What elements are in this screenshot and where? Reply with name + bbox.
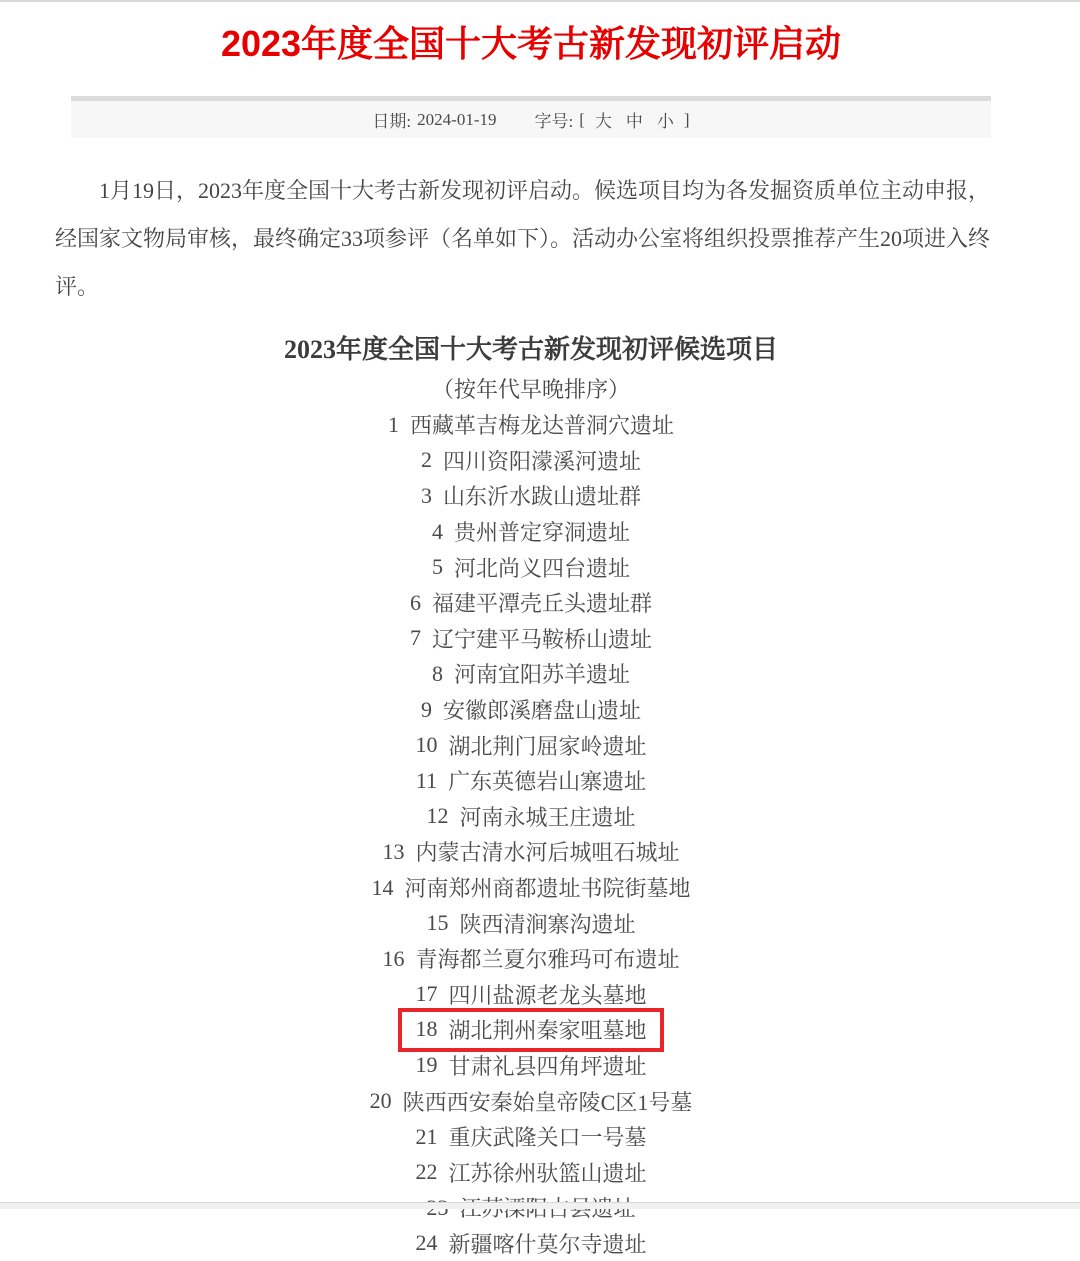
bracket-close: ] xyxy=(683,109,690,129)
item-name: 四川资阳濛溪河遗址 xyxy=(442,448,641,474)
item-name: 湖北荆州秦家咀墓地 xyxy=(448,1017,647,1043)
fontsize-large-link[interactable]: 大 xyxy=(594,112,612,131)
item-name: 福建平潭壳丘头遗址群 xyxy=(431,591,652,617)
item-number: 9 xyxy=(420,696,432,722)
list-item xyxy=(0,514,1062,550)
item-name: 江苏徐州驮篮山遗址 xyxy=(448,1160,647,1186)
meta-bar xyxy=(71,96,991,138)
list-subheading: （按年代早晚排序） xyxy=(431,377,630,402)
date-value: 2024-01-19 xyxy=(417,109,497,129)
item-number: 24 xyxy=(415,1230,438,1256)
list-item xyxy=(0,443,1062,479)
list-item xyxy=(0,870,1062,906)
date-group xyxy=(372,107,496,132)
article-page xyxy=(0,22,1062,1261)
date-label: 日期: xyxy=(372,112,412,131)
item-number: 13 xyxy=(382,838,405,864)
page-title: 2023年度全国十大考古新发现初评启动 xyxy=(220,23,842,64)
list-item xyxy=(0,478,1062,514)
item-name: 重庆武隆关口一号墓 xyxy=(448,1125,647,1151)
list-item xyxy=(0,1154,1062,1190)
item-name: 河南宜阳苏羊遗址 xyxy=(453,662,630,688)
item-number: 4 xyxy=(431,518,443,544)
list-item xyxy=(0,407,1062,443)
item-name: 广东英德岩山寨遗址 xyxy=(448,769,647,795)
list-item xyxy=(0,905,1062,941)
top-divider xyxy=(0,0,1080,2)
item-name: 内蒙古清水河后城咀石城址 xyxy=(415,840,680,866)
item-name: 四川盐源老龙头墓地 xyxy=(448,982,647,1008)
item-number: 19 xyxy=(415,1052,438,1078)
item-name: 西藏革吉梅龙达普洞穴遗址 xyxy=(409,413,674,439)
fontsize-small-link[interactable]: 小 xyxy=(656,112,674,131)
list-item xyxy=(0,656,1062,692)
list-item xyxy=(0,1083,1062,1119)
list-item xyxy=(0,799,1062,835)
item-number: 1 xyxy=(387,411,399,437)
bracket-open: [ xyxy=(579,109,585,129)
item-number: 11 xyxy=(415,767,438,793)
item-name: 陕西西安秦始皇帝陵C区1号墓 xyxy=(402,1089,693,1115)
item-number: 20 xyxy=(369,1088,392,1114)
candidate-list xyxy=(0,407,1062,1261)
item-number: 6 xyxy=(409,589,421,615)
item-number: 10 xyxy=(415,732,438,758)
list-item xyxy=(0,1048,1062,1084)
list-item xyxy=(0,763,1062,799)
article-paragraph: 1月19日，2023年度全国十大考古新发现初评启动。候选项目均为各发掘资质单位主动申报，经国家文物局审核，最终确定33项参评（名单如下）。活动办公室将组织投票推荐产生20项进入终评。 xyxy=(55,178,991,299)
list-item xyxy=(0,585,1062,621)
list-item xyxy=(0,621,1062,657)
item-number: 16 xyxy=(382,945,405,971)
item-name: 山东沂水跋山遗址群 xyxy=(442,484,641,510)
item-name: 湖北荆门屈家岭遗址 xyxy=(448,733,647,759)
item-number: 14 xyxy=(371,874,394,900)
item-name: 安徽郎溪磨盘山遗址 xyxy=(442,698,641,724)
item-name: 辽宁建平马鞍桥山遗址 xyxy=(431,626,652,652)
item-number: 2 xyxy=(420,447,432,473)
list-item xyxy=(0,941,1062,977)
item-name: 甘肃礼县四角坪遗址 xyxy=(448,1053,647,1079)
item-name: 青海都兰夏尔雅玛可布遗址 xyxy=(415,947,680,973)
item-number: 12 xyxy=(426,803,449,829)
list-item xyxy=(0,727,1062,763)
item-number: 18 xyxy=(415,1016,438,1042)
fontsize-group xyxy=(534,107,689,132)
bottom-divider xyxy=(0,1202,1080,1209)
item-number: 15 xyxy=(426,910,449,936)
list-item xyxy=(0,977,1062,1013)
item-number: 21 xyxy=(415,1123,438,1149)
list-heading: 2023年度全国十大考古新发现初评候选项目 xyxy=(283,335,778,364)
item-number: 17 xyxy=(415,981,438,1007)
highlight-box xyxy=(398,1008,663,1052)
list-item xyxy=(0,549,1062,585)
list-item xyxy=(0,1119,1062,1155)
item-number: 3 xyxy=(420,482,432,508)
item-number: 22 xyxy=(415,1159,438,1185)
item-number: 7 xyxy=(409,625,421,651)
list-item xyxy=(0,692,1062,728)
fontsize-medium-link[interactable]: 中 xyxy=(625,112,643,131)
item-number: 8 xyxy=(431,660,443,686)
fontsize-label: 字号: xyxy=(534,112,574,131)
item-name: 河南郑州商都遗址书院街墓地 xyxy=(404,876,691,902)
item-name: 新疆喀什莫尔寺遗址 xyxy=(448,1231,647,1257)
list-item xyxy=(0,1012,1062,1048)
item-name: 贵州普定穿洞遗址 xyxy=(453,520,630,546)
item-name: 河北尚义四台遗址 xyxy=(453,555,630,581)
item-name: 河南永城王庄遗址 xyxy=(459,804,636,830)
item-name: 陕西清涧寨沟遗址 xyxy=(459,911,636,937)
list-item xyxy=(0,834,1062,870)
item-number: 5 xyxy=(431,554,443,580)
list-item xyxy=(0,1226,1062,1261)
